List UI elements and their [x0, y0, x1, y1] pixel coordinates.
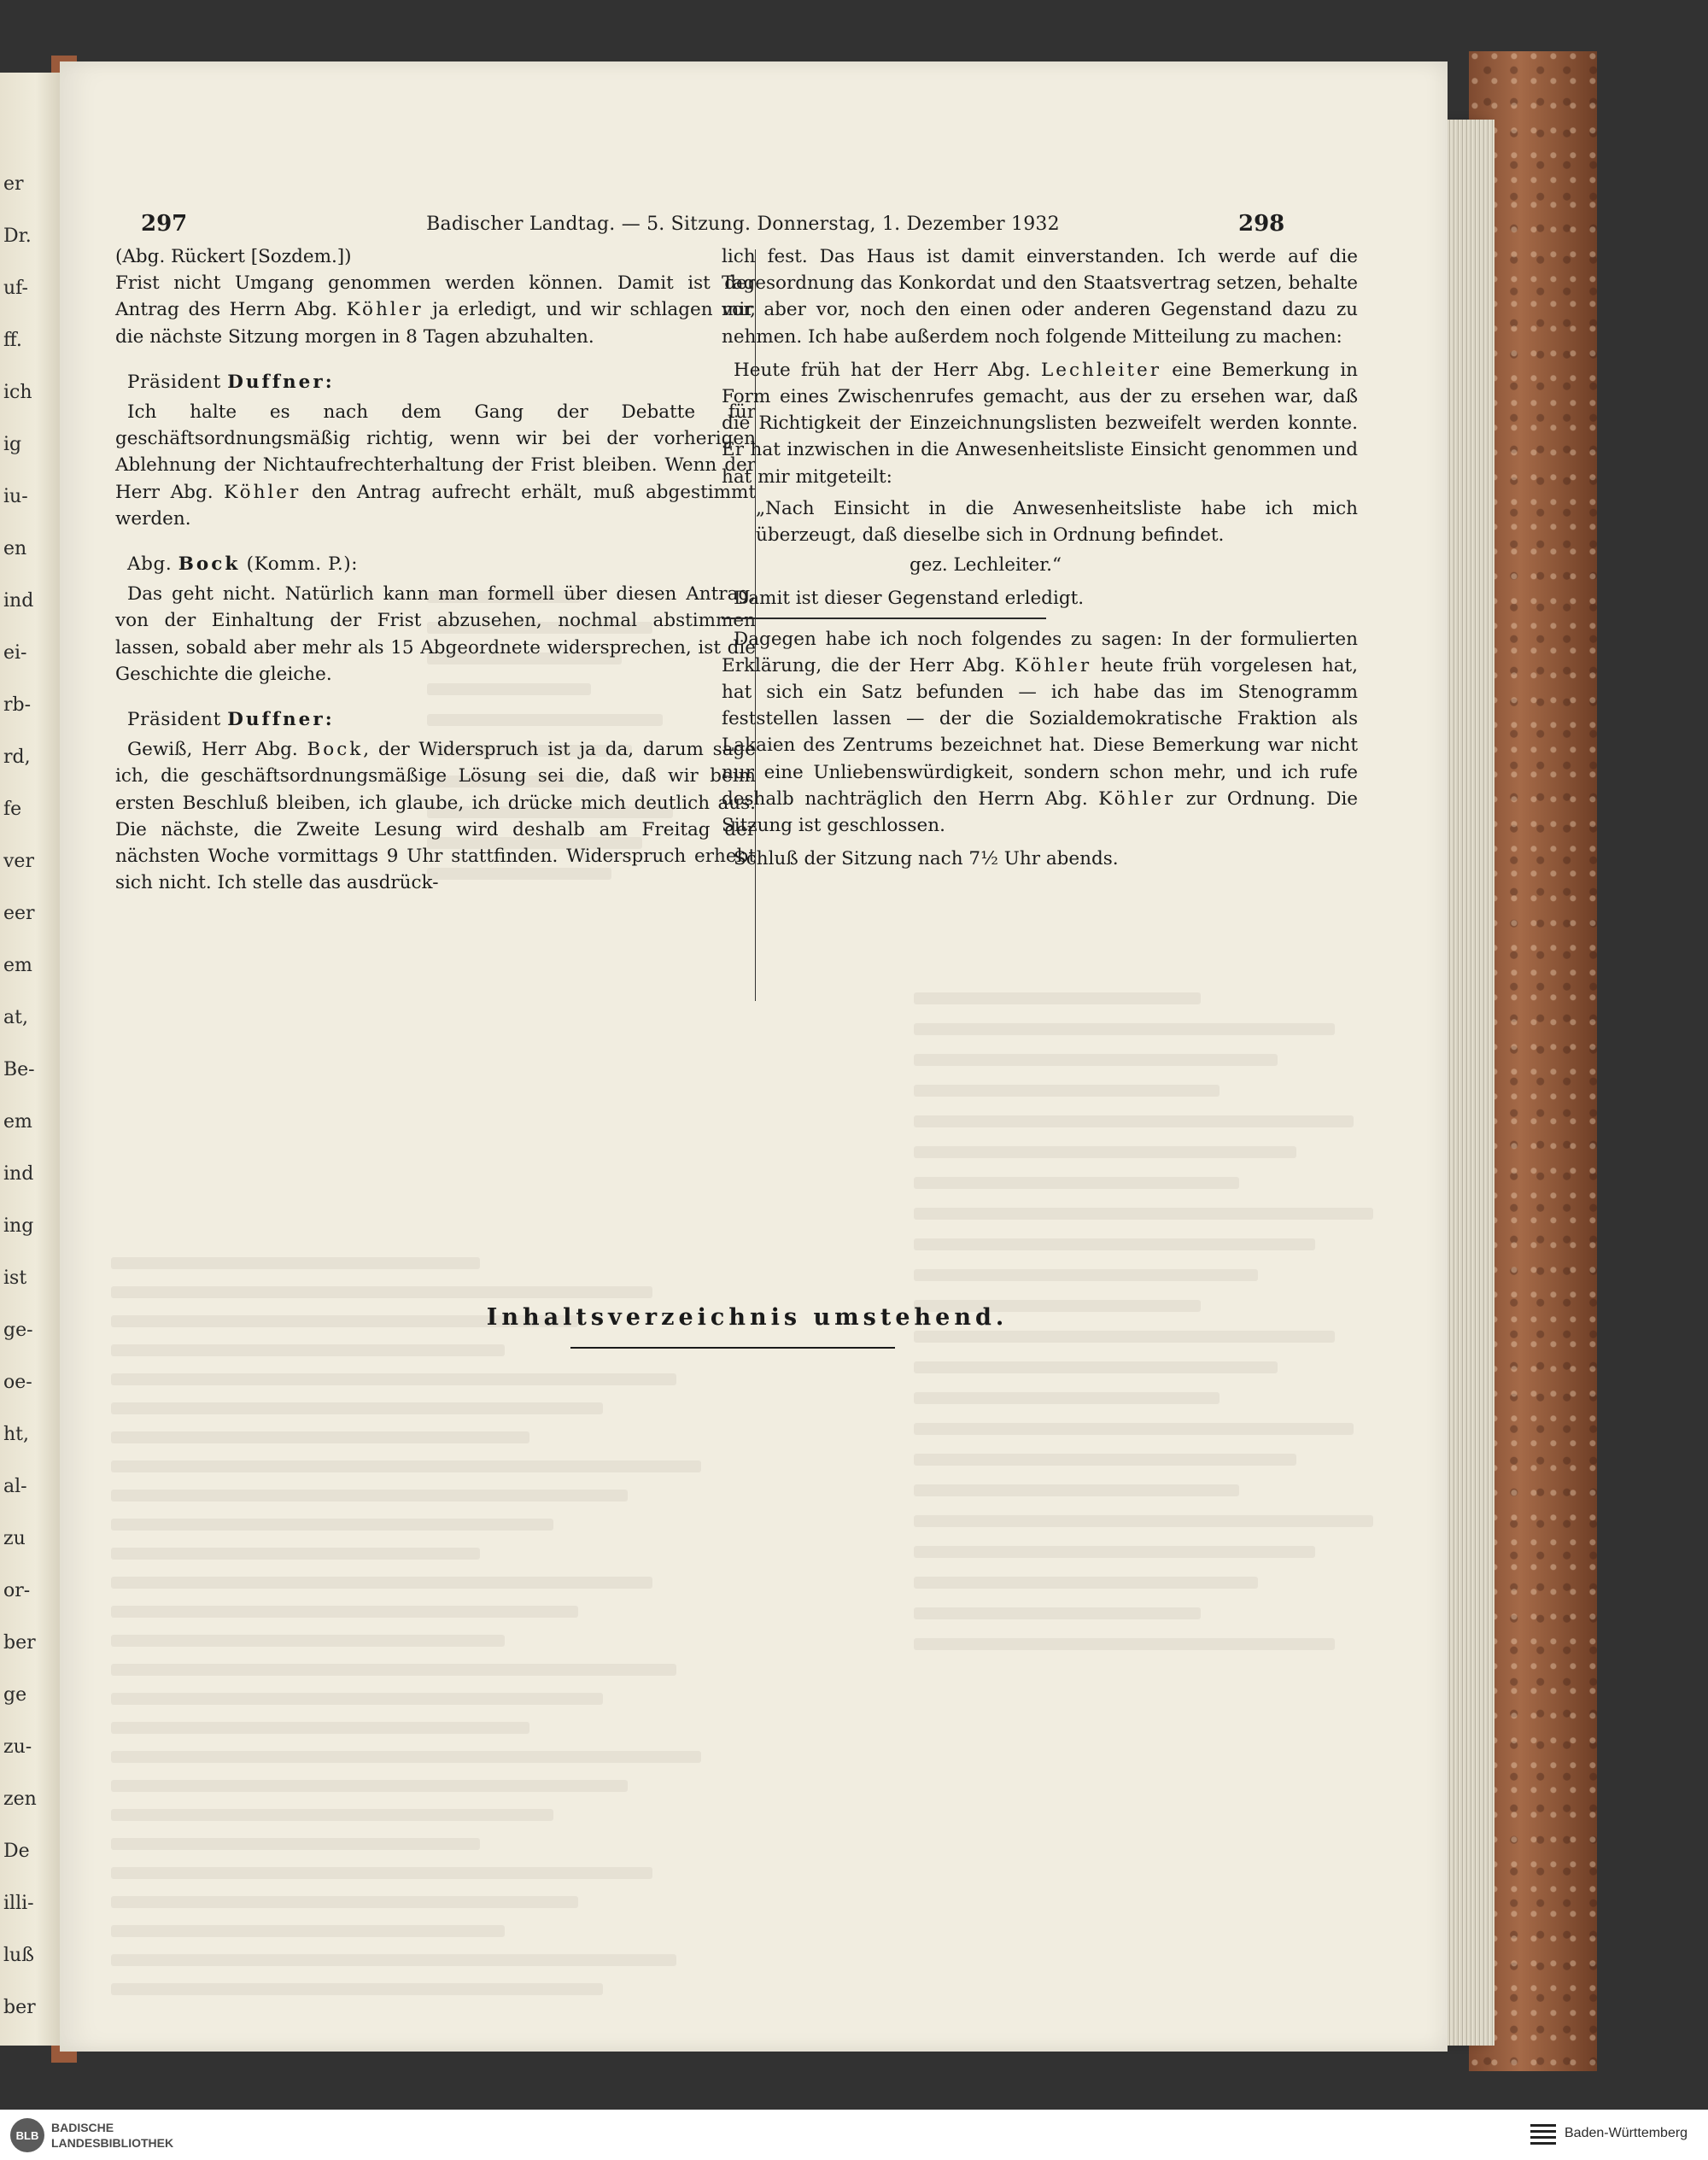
show-through-line: [111, 1460, 701, 1472]
adjacent-page-fragment: or-: [3, 1580, 31, 1601]
document-page: [60, 61, 1448, 2052]
show-through-line: [914, 1392, 1220, 1404]
show-through-line: [111, 1896, 578, 1908]
speaker-name-ref: Köhler: [1098, 787, 1176, 810]
speaker-continuation-label: (Abg. Rückert [Sozdem.]): [115, 246, 352, 267]
adjacent-page-fragment: en: [3, 538, 27, 559]
show-through-line: [111, 1402, 603, 1414]
speaker-name-ref: Köhler: [1014, 654, 1092, 676]
show-through-line: [111, 1519, 553, 1531]
right-column: [722, 243, 1358, 872]
show-through-line: [914, 1361, 1278, 1373]
show-through-line: [111, 1925, 505, 1937]
show-through-line: [914, 1423, 1354, 1435]
paragraph: [115, 270, 756, 350]
show-through-line: [111, 1751, 701, 1763]
show-through-line: [914, 1054, 1278, 1066]
adjacent-page-fragment: ge-: [3, 1320, 33, 1341]
speaker-name-ref: Lechleiter: [1041, 359, 1162, 381]
viewer-footer: [0, 2110, 1708, 2160]
show-through-line: [914, 1238, 1315, 1250]
show-through-line: [914, 1085, 1220, 1097]
show-through-line: [914, 1546, 1315, 1558]
text-run: Dagegen habe ich noch folgendes zu sagen: In der formulierten Erklärung, die der Herr Abg.: [722, 628, 1358, 676]
speaker-name-ref: Köhler: [346, 299, 424, 321]
running-head: Badischer Landtag. — 5. Sitzung. Donnerstag, 1. Dezember 1932: [426, 214, 1060, 235]
adjacent-page-fragment: luß: [3, 1945, 34, 1966]
quotation: „Nach Einsicht in die Anwesenheitsliste habe ich mich überzeugt, daß dieselbe sich in Ordnung befindet.: [756, 497, 1358, 547]
paragraph: [722, 626, 1358, 840]
text-run: Heute früh hat der Herr Abg.: [734, 359, 1041, 381]
adjacent-page-fragment: ht,: [3, 1424, 30, 1445]
quotation-signature: gez. Lechleiter.“: [910, 554, 1062, 577]
show-through-line: [111, 1635, 505, 1647]
session-close-note: Schluß der Sitzung nach 7½ Uhr abends.: [734, 848, 1119, 870]
section-rule: [722, 618, 1046, 619]
show-through-line: [111, 1780, 628, 1792]
toc-underline: [570, 1347, 895, 1349]
adjacent-page-fragment: ver: [3, 851, 34, 872]
show-through-line: [111, 1257, 480, 1269]
blb-logo-icon[interactable]: BLB: [10, 2118, 44, 2152]
text-run: eine Bemerkung in Form eines Zwischenrufes gemacht, aus der zu ersehen war, daß die Richtigkeit der Einzeichnungslisten bezweifelt werden konnte. Er hat inzwischen in die Anwesenheitsliste Einsicht genommen und hat mir mitgeteilt:: [722, 359, 1359, 488]
text-run: Ich halte es nach dem Gang der Debatte für geschäftsordnungsmäßig richtig, wenn wir bei der vorherigen Ablehnung der Nichtaufrechterhaltung der Frist bleiben. Wenn der Herr Abg.: [115, 401, 756, 503]
table-of-contents-note: Inhaltsverzeichnis umstehend.: [486, 1304, 1009, 1331]
show-through-line: [914, 1023, 1335, 1035]
speaker-heading: [115, 706, 756, 733]
adjacent-page-fragment: rb-: [3, 694, 32, 716]
show-through-line: [111, 1490, 628, 1501]
text-run: Frist nicht Umgang genommen werden können. Damit ist der Antrag des Herrn Abg.: [115, 272, 756, 321]
paragraph: [115, 399, 756, 532]
adjacent-page-fragment: illi-: [3, 1893, 34, 1914]
text-run: heute früh vorgelesen hat, hat sich ein Satz befunden — ich habe das im Stenogramm feststellen lassen — der die Sozialdemokratische Fraktion als Lakaien des Zentrums bezeichnet hat. Diese Bemerkung war nicht nur eine Unliebenswürdigkeit, sondern schon mehr, und ich rufe deshalb nachträglich den Herrn Abg.: [722, 654, 1358, 810]
baden-wuerttemberg-crest-icon[interactable]: [1529, 2122, 1558, 2147]
adjacent-page-fragment: ei-: [3, 642, 27, 664]
show-through-line: [111, 1809, 553, 1821]
text-run: den Antrag aufrecht erhält, muß abgestimmt werden.: [115, 481, 756, 530]
show-through-line: [111, 1693, 603, 1705]
page-number-left: 297: [141, 211, 188, 237]
library-name-line1: BADISCHE: [51, 2121, 114, 2134]
show-through-line: [111, 1867, 652, 1879]
paragraph: [722, 357, 1358, 490]
show-through-line: [914, 1638, 1335, 1650]
show-through-line: [914, 1454, 1296, 1466]
left-column: [115, 243, 756, 896]
show-through-line: [111, 1373, 676, 1385]
page-block-edge: [1443, 120, 1494, 2046]
show-through-line: [111, 1664, 676, 1676]
show-through-line: [111, 1286, 652, 1298]
adjacent-page-fragment: zu-: [3, 1736, 32, 1758]
adjacent-page-fragment: ig: [3, 434, 22, 455]
speaker-name-ref: Köhler: [224, 481, 301, 503]
adjacent-page-fragment: Be-: [3, 1059, 35, 1080]
paragraph: lich fest. Das Haus ist damit einverstanden. Ich werde auf die Tagesordnung das Konkordat und den Staatsvertrag setzen, behalte mir aber vor, noch den einen oder anderen Gegenstand dazu zu nehmen. Ich habe außerdem noch folgende Mitteilung zu machen:: [722, 246, 1358, 348]
adjacent-page-fragment: zu: [3, 1528, 26, 1549]
show-through-line: [111, 1548, 480, 1560]
adjacent-page-fragment: ge: [3, 1684, 27, 1706]
show-through-line: [914, 1607, 1201, 1619]
adjacent-page-fragment: De: [3, 1841, 30, 1862]
show-through-line: [914, 1331, 1335, 1343]
adjacent-page-fragment: at,: [3, 1007, 28, 1028]
adjacent-page-fragment: ing: [3, 1215, 34, 1237]
speaker-name: Bock: [178, 553, 241, 576]
text-run: , der Widerspruch ist ja da, darum sage ich, die geschäftsordnungsmäßige Lösung sei die, daß wir beim ersten Beschluß bleiben, ich glaube, ich drücke mich deutlich aus. Die nächste, die Zweite Lesung wird deshalb am Freitag der nächsten Woche vormittags 9 Uhr stattfinden. Widerspruch erhebt sich nicht. Ich stelle das ausdrück-: [115, 739, 756, 894]
show-through-line: [111, 1838, 480, 1850]
text-run: Gewiß, Herr Abg.: [127, 739, 307, 761]
show-through-line: [111, 1431, 529, 1443]
adjacent-page-fragment: ff.: [3, 330, 22, 351]
adjacent-page-fragment: al-: [3, 1476, 27, 1497]
adjacent-page-fragment: ber: [3, 1997, 36, 2018]
speaker-name: Duffner:: [227, 371, 335, 393]
speaker-party: (Komm. P.):: [240, 553, 359, 576]
adjacent-page-fragment: rd,: [3, 746, 31, 768]
speaker-name: Duffner:: [227, 709, 335, 731]
text-run: zur Ordnung. Die Sitzung ist geschlossen.: [722, 787, 1358, 837]
adjacent-page-fragment: em: [3, 1111, 32, 1133]
show-through-line: [914, 1269, 1258, 1281]
page-number-right: 298: [1238, 211, 1285, 237]
left-page-edge: [0, 73, 60, 2046]
show-through-line: [914, 1115, 1354, 1127]
show-through-line: [111, 1577, 652, 1589]
paragraph: Damit ist dieser Gegenstand erledigt.: [734, 588, 1085, 610]
adjacent-page-fragment: ind: [3, 590, 34, 612]
show-through-line: [111, 1983, 603, 1995]
speaker-heading: [115, 369, 756, 395]
show-through-line: [914, 1208, 1373, 1220]
show-through-line: [914, 1515, 1373, 1527]
adjacent-page-fragment: Dr.: [3, 225, 32, 247]
adjacent-page-fragment: ber: [3, 1632, 36, 1654]
show-through-line: [914, 1484, 1239, 1496]
adjacent-page-fragment: uf-: [3, 278, 28, 299]
library-name-line2: LANDESBIBLIOTHEK: [51, 2136, 174, 2150]
adjacent-page-fragment: fe: [3, 799, 22, 820]
adjacent-page-fragment: oe-: [3, 1372, 32, 1393]
speaker-title: Präsident: [127, 709, 228, 731]
adjacent-page-fragment: iu-: [3, 486, 28, 507]
adjacent-page-fragment: ist: [3, 1267, 27, 1289]
paragraph: [115, 736, 756, 896]
speaker-name-ref: Bock: [307, 739, 364, 761]
adjacent-page-fragment: ind: [3, 1163, 34, 1185]
speaker-title: Abg.: [127, 553, 178, 576]
show-through-line: [914, 1577, 1258, 1589]
state-name: Baden-Württemberg: [1565, 2126, 1688, 2140]
show-through-line: [914, 1146, 1296, 1158]
adjacent-page-fragment: eer: [3, 903, 35, 924]
speaker-heading: [115, 551, 756, 577]
show-through-line: [111, 1722, 529, 1734]
show-through-line: [111, 1344, 505, 1356]
speaker-title: Präsident: [127, 371, 228, 393]
show-through-line: [111, 1606, 578, 1618]
show-through-line: [914, 992, 1201, 1004]
adjacent-page-fragment: em: [3, 955, 32, 976]
show-through-line: [111, 1954, 676, 1966]
show-through-line: [914, 1177, 1239, 1189]
library-name: [51, 2120, 173, 2151]
adjacent-page-fragment: ich: [3, 382, 32, 403]
adjacent-page-fragment: zen: [3, 1788, 37, 1810]
paragraph: Das geht nicht. Natürlich kann man formell über diesen Antrag, von der Einhaltung der Frist abzusehen, nochmal abstimmen lassen, sobald aber mehr als 15 Abgeordnete widersprechen, ist die Geschichte die gleiche.: [115, 583, 756, 685]
adjacent-page-fragment: er: [3, 173, 24, 195]
text-run: ja erledigt, und wir schlagen vor, die nächste Sitzung morgen in 8 Tagen abzuhalten.: [115, 299, 756, 348]
